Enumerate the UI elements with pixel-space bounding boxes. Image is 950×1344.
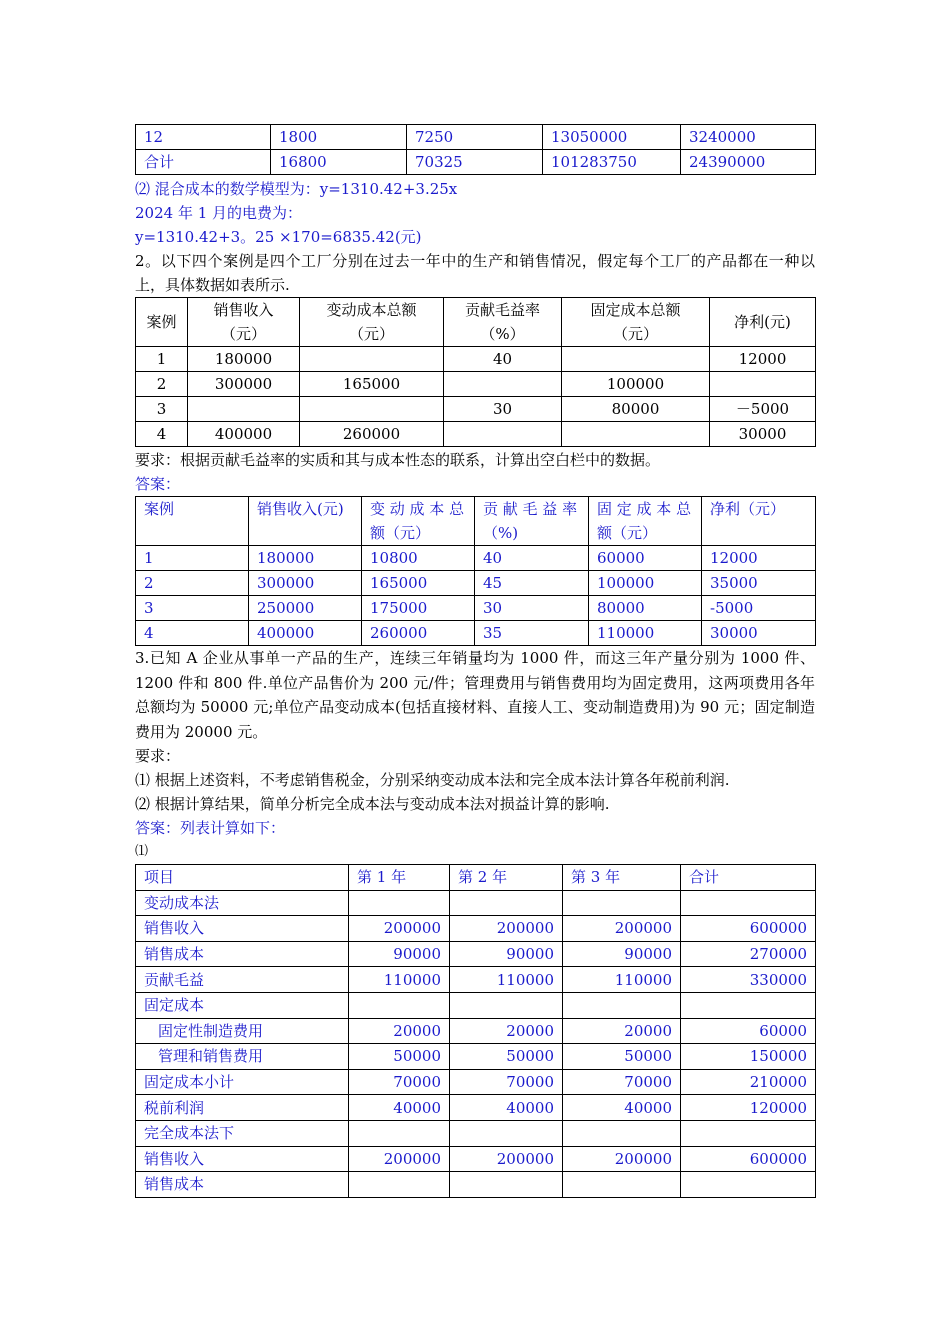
table-cell: 20000 bbox=[349, 1018, 450, 1044]
table-header-row bbox=[136, 298, 816, 347]
table-cell bbox=[349, 992, 450, 1018]
table-cell: 175000 bbox=[362, 596, 475, 621]
table-cell: 100000 bbox=[589, 571, 702, 596]
table-cell: 90000 bbox=[563, 941, 681, 967]
table-row bbox=[136, 546, 816, 571]
header-cell: 第 2 年 bbox=[450, 865, 563, 891]
answer-subpart-marker: ⑴ bbox=[135, 844, 149, 859]
table-cell bbox=[681, 1172, 816, 1198]
table-cell: 50000 bbox=[349, 1044, 450, 1070]
table-cell bbox=[300, 347, 444, 372]
header-cell: 合计 bbox=[681, 865, 816, 891]
table-cell: 110000 bbox=[450, 967, 563, 993]
table-cell: 40 bbox=[444, 347, 562, 372]
table-cell: 35000 bbox=[702, 571, 816, 596]
table-cell: 200000 bbox=[450, 1146, 563, 1172]
table-cell: 200000 bbox=[563, 1146, 681, 1172]
header-cell: 变动成本总额 （元） bbox=[300, 298, 444, 347]
row-label: 销售收入 bbox=[136, 1146, 349, 1172]
table-row bbox=[136, 992, 816, 1018]
table-cell: 70325 bbox=[407, 150, 543, 175]
table-cell: 1 bbox=[136, 347, 188, 372]
table-cell: －5000 bbox=[710, 397, 816, 422]
table-cell: 20000 bbox=[450, 1018, 563, 1044]
table-cell: 24390000 bbox=[681, 150, 816, 175]
table-cell bbox=[450, 992, 563, 1018]
table-cell bbox=[444, 422, 562, 447]
row-label: 管理和销售费用 bbox=[136, 1044, 349, 1070]
table-cell: 3 bbox=[136, 397, 188, 422]
table-cell: 90000 bbox=[450, 941, 563, 967]
header-cell: 固定成本总额 （元） bbox=[562, 298, 710, 347]
table-cell: 150000 bbox=[681, 1044, 816, 1070]
table-cell bbox=[349, 1172, 450, 1198]
table-cell: 110000 bbox=[589, 621, 702, 646]
header-cell: 第 1 年 bbox=[349, 865, 450, 891]
table-cell bbox=[562, 347, 710, 372]
table-cell bbox=[450, 1120, 563, 1146]
answer-label: 答案： bbox=[135, 475, 181, 493]
table-cell: 600000 bbox=[681, 916, 816, 942]
table-row bbox=[136, 372, 816, 397]
table-cell: 50000 bbox=[450, 1044, 563, 1070]
table-cell: 12000 bbox=[702, 546, 816, 571]
table-header-row bbox=[136, 497, 816, 546]
table-cell: 30000 bbox=[702, 621, 816, 646]
table-cell bbox=[710, 372, 816, 397]
table-cell: 110000 bbox=[349, 967, 450, 993]
table-cell bbox=[444, 372, 562, 397]
table-cell: 12000 bbox=[710, 347, 816, 372]
table-cell: 165000 bbox=[362, 571, 475, 596]
table-cell: 300000 bbox=[249, 571, 362, 596]
table-cell bbox=[450, 890, 563, 916]
table-cell: 12 bbox=[136, 125, 271, 150]
header-cell: 第 3 年 bbox=[563, 865, 681, 891]
table-cell: 260000 bbox=[300, 422, 444, 447]
table-cell: 60000 bbox=[681, 1018, 816, 1044]
table-row bbox=[136, 571, 816, 596]
table-cell: 80000 bbox=[562, 397, 710, 422]
question-3-requirement-2: ⑵ 根据计算结果，简单分析完全成本法与变动成本法对损益计算的影响. bbox=[135, 795, 610, 813]
table-cell: 40000 bbox=[349, 1095, 450, 1121]
document-page bbox=[135, 124, 815, 1198]
table-row bbox=[136, 1146, 816, 1172]
table-cell: 70000 bbox=[563, 1069, 681, 1095]
table-cell: 70000 bbox=[349, 1069, 450, 1095]
row-label: 销售收入 bbox=[136, 916, 349, 942]
header-cell: 净利（元） bbox=[702, 497, 816, 546]
table-cell: 50000 bbox=[563, 1044, 681, 1070]
table-row bbox=[136, 422, 816, 447]
table-cell: 200000 bbox=[563, 916, 681, 942]
table-cell bbox=[681, 1120, 816, 1146]
question-3-requirement-label: 要求： bbox=[135, 747, 181, 765]
table-row bbox=[136, 125, 816, 150]
january-fee-label: 2024 年 1 月的电费为： bbox=[135, 204, 303, 222]
table-cell: 40000 bbox=[450, 1095, 563, 1121]
row-label: 变动成本法 bbox=[136, 890, 349, 916]
table-cell: 35 bbox=[475, 621, 589, 646]
header-cell: 案例 bbox=[136, 497, 249, 546]
table-cell: 165000 bbox=[300, 372, 444, 397]
table-row bbox=[136, 967, 816, 993]
table-cell: 210000 bbox=[681, 1069, 816, 1095]
table-row bbox=[136, 1069, 816, 1095]
table-cell: 1 bbox=[136, 546, 249, 571]
answer-intro-line: 答案：列表计算如下： bbox=[135, 819, 286, 837]
table-row bbox=[136, 1120, 816, 1146]
table-cell bbox=[563, 890, 681, 916]
table-row bbox=[136, 1095, 816, 1121]
table-cell: 4 bbox=[136, 422, 188, 447]
table-cell: 200000 bbox=[349, 1146, 450, 1172]
table-row bbox=[136, 150, 816, 175]
table-cell: 30 bbox=[475, 596, 589, 621]
table-cell: 400000 bbox=[249, 621, 362, 646]
table-cell bbox=[681, 992, 816, 1018]
table-answer-2 bbox=[135, 496, 816, 646]
table-electricity-data bbox=[135, 124, 816, 175]
table-cell: 70000 bbox=[450, 1069, 563, 1095]
table-cell: 90000 bbox=[349, 941, 450, 967]
table-cell: 2 bbox=[136, 372, 188, 397]
table-cell: 600000 bbox=[681, 1146, 816, 1172]
header-cell: 净利(元) bbox=[710, 298, 816, 347]
table-cell bbox=[563, 1172, 681, 1198]
header-cell: 固 定 成 本 总 额（元） bbox=[589, 497, 702, 546]
header-cell: 贡 献 毛 益 率（%) bbox=[475, 497, 589, 546]
table-header-row bbox=[136, 865, 816, 891]
question-3-text: 3.已知 A 企业从事单一产品的生产，连续三年销量均为 1000 件，而这三年产量分别为 1000 件、1200 件和 800 件.单位产品售价为 200 元/件；管理费用与销售费用均为固定费用，这两项费用各年总额均为 50000 元;单位产品变动成本(包括直接材料、直接人工、变动制造费用)为 90 元；固定制造费用为 20000 元。 bbox=[135, 649, 815, 741]
header-cell: 销售收入(元) bbox=[249, 497, 362, 546]
table-cell bbox=[562, 422, 710, 447]
table-cell: 2 bbox=[136, 571, 249, 596]
table-cell: 260000 bbox=[362, 621, 475, 646]
table-cell: 180000 bbox=[188, 347, 300, 372]
table-cell: 30 bbox=[444, 397, 562, 422]
row-label: 销售成本 bbox=[136, 1172, 349, 1198]
table-cell bbox=[563, 1120, 681, 1146]
table-cell: 330000 bbox=[681, 967, 816, 993]
table-cell: 4 bbox=[136, 621, 249, 646]
row-label: 固定性制造费用 bbox=[136, 1018, 349, 1044]
table-cell: 250000 bbox=[249, 596, 362, 621]
header-cell: 变 动 成 本 总 额（元） bbox=[362, 497, 475, 546]
table-question-2 bbox=[135, 297, 816, 447]
table-cell: 16800 bbox=[271, 150, 407, 175]
question-3-requirement-1: ⑴ 根据上述资料，不考虑销售税金，分别采纳变动成本法和完全成本法计算各年税前利润. bbox=[135, 771, 730, 789]
table-cell bbox=[681, 890, 816, 916]
table-cell: 30000 bbox=[710, 422, 816, 447]
table-cell bbox=[349, 890, 450, 916]
table-cell bbox=[188, 397, 300, 422]
table-row bbox=[136, 596, 816, 621]
table-cell: 120000 bbox=[681, 1095, 816, 1121]
table-cell: 10800 bbox=[362, 546, 475, 571]
table-cell: 80000 bbox=[589, 596, 702, 621]
table-row bbox=[136, 621, 816, 646]
table-cell: 13050000 bbox=[543, 125, 681, 150]
table-cell bbox=[563, 992, 681, 1018]
table-row bbox=[136, 1172, 816, 1198]
table-cell: 3 bbox=[136, 596, 249, 621]
table-cell: -5000 bbox=[702, 596, 816, 621]
table-cell: 合计 bbox=[136, 150, 271, 175]
row-label: 固定成本 bbox=[136, 992, 349, 1018]
table-cell: 101283750 bbox=[543, 150, 681, 175]
table-row bbox=[136, 347, 816, 372]
header-cell: 案例 bbox=[136, 298, 188, 347]
header-cell: 贡献毛益率 （%） bbox=[444, 298, 562, 347]
row-label: 贡献毛益 bbox=[136, 967, 349, 993]
header-cell: 项目 bbox=[136, 865, 349, 891]
table-cell bbox=[450, 1172, 563, 1198]
table-cell: 400000 bbox=[188, 422, 300, 447]
row-label: 固定成本小计 bbox=[136, 1069, 349, 1095]
table-cell: 7250 bbox=[407, 125, 543, 150]
header-cell: 销售收入 （元） bbox=[188, 298, 300, 347]
table-cell: 200000 bbox=[450, 916, 563, 942]
table-row bbox=[136, 397, 816, 422]
table-row bbox=[136, 916, 816, 942]
table-row bbox=[136, 890, 816, 916]
row-label: 税前利润 bbox=[136, 1095, 349, 1121]
table-cell: 270000 bbox=[681, 941, 816, 967]
table-cell: 180000 bbox=[249, 546, 362, 571]
table-cell: 20000 bbox=[563, 1018, 681, 1044]
table-cell: 40000 bbox=[563, 1095, 681, 1121]
mixed-cost-model-line: ⑵ 混合成本的数学模型为：y=1310.42+3.25x bbox=[135, 180, 458, 198]
table-cell: 45 bbox=[475, 571, 589, 596]
table-cell: 300000 bbox=[188, 372, 300, 397]
question-2-text: 2。以下四个案例是四个工厂分别在过去一年中的生产和销售情况，假定每个工厂的产品都在一种以上，具体数据如表所示. bbox=[135, 252, 815, 294]
row-label: 完全成本法下 bbox=[136, 1120, 349, 1146]
table-row bbox=[136, 941, 816, 967]
row-label: 销售成本 bbox=[136, 941, 349, 967]
table-cell: 110000 bbox=[563, 967, 681, 993]
table-cell: 60000 bbox=[589, 546, 702, 571]
january-fee-calc: y=1310.42+3。25 ×170=6835.42(元) bbox=[135, 228, 422, 246]
table-cell: 40 bbox=[475, 546, 589, 571]
question-2-requirement: 要求：根据贡献毛益率的实质和其与成本性态的联系，计算出空白栏中的数据。 bbox=[135, 451, 661, 469]
table-cell: 1800 bbox=[271, 125, 407, 150]
table-cell: 3240000 bbox=[681, 125, 816, 150]
table-cell: 200000 bbox=[349, 916, 450, 942]
table-question-3 bbox=[135, 864, 816, 1198]
table-cell: 100000 bbox=[562, 372, 710, 397]
table-cell bbox=[349, 1120, 450, 1146]
table-cell bbox=[300, 397, 444, 422]
table-row bbox=[136, 1018, 816, 1044]
table-row bbox=[136, 1044, 816, 1070]
